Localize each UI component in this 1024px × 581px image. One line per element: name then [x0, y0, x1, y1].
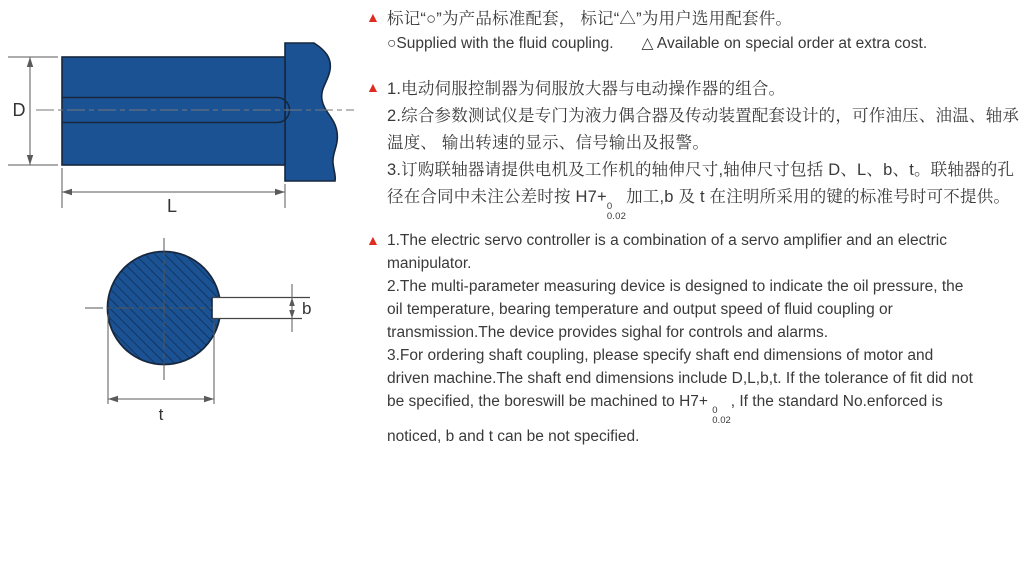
legend-cn-line: 标记“○”为产品标准配套， 标记“△”为用户选用配套件。: [387, 10, 793, 28]
cn-line-1: 1.电动伺服控制器为伺服放大器与电动操作器的组合。: [387, 80, 786, 98]
shaft-hub: [285, 43, 337, 181]
en-line-6: 3.For ordering shaft coupling, please specify shaft end dimensions of motor and: [387, 347, 934, 364]
en-line-7: driven machine.The shaft end dimensions include D,L,b,t. If the tolerance of fit did not: [387, 370, 973, 387]
note-chinese: [366, 76, 1019, 221]
note-chinese-body: [387, 76, 1019, 221]
cn-line-3: 温度、 输出转速的显示、信号输出及报警。: [387, 134, 710, 152]
label-t: t: [158, 405, 164, 424]
label-b: b: [302, 299, 312, 318]
en-line-2: manipulator.: [387, 255, 472, 272]
en-line-9: noticed, b and t can be not specified.: [387, 428, 640, 445]
dimension-D: [8, 57, 58, 165]
legend-en-line: [387, 32, 927, 55]
en-line-8: [387, 390, 973, 425]
tolerance-sub: 0.02: [606, 210, 627, 222]
cn-line-5-suffix: 加工,b 及 t 在注明所采用的键的标准号时可不提供。: [626, 188, 1011, 206]
note-legend-body: [387, 6, 927, 55]
label-D: D: [12, 100, 26, 120]
cn-line-5-prefix: 径在合同中未注公差时按 H7+: [387, 188, 607, 206]
shaft-diagram-svg: [0, 0, 360, 460]
en-line-4: oil temperature, bearing temperature and output speed of fluid coupling or: [387, 301, 893, 318]
tolerance-stack: [712, 406, 731, 425]
tolerance-sup: 0: [712, 405, 718, 416]
legend-en-right: △ Available on special order at extra cost.: [641, 35, 928, 52]
en-line-3: 2.The multi-parameter measuring device is designed to indicate the oil pressure, the: [387, 278, 964, 295]
note-legend: [366, 6, 927, 55]
side-view: [8, 43, 354, 216]
cn-line-2: 2.综合参数测试仪是专门为液力偶合器及传动装置配套设计的，可作油压、油温、轴承: [387, 107, 1020, 125]
note-english-body: [387, 229, 973, 448]
triangle-marker-icon: ▲: [366, 232, 380, 248]
en-line-1: 1.The electric servo controller is a combination of a servo amplifier and an electric: [387, 232, 947, 249]
en-line-8-prefix: be specified, the boreswill be machined to H7+: [387, 393, 713, 410]
label-L: L: [166, 196, 178, 216]
tolerance-stack: [607, 202, 626, 221]
en-line-5: transmission.The device provides sighal for controls and alarms.: [387, 324, 829, 341]
tolerance-sup: 0: [606, 201, 613, 212]
shaft-diagram: [0, 0, 360, 460]
note-english: [366, 229, 973, 448]
cn-line-5: [387, 184, 1019, 221]
triangle-marker-icon: ▲: [366, 79, 380, 95]
cross-section: [85, 238, 311, 424]
tolerance-sub: 0.02: [712, 414, 731, 426]
cn-line-4: 3.订购联轴器请提供电机及工作机的轴伸尺寸,轴伸尺寸包括 D、L、b、t。联轴器的孔: [387, 161, 1015, 179]
en-line-8-suffix: , If the standard No.enforced is: [730, 393, 943, 410]
dimension-L: [62, 168, 285, 216]
legend-en-left: ○Supplied with the fluid coupling.: [387, 35, 614, 52]
triangle-marker-icon: ▲: [366, 9, 380, 25]
shaft-body: [62, 57, 285, 165]
